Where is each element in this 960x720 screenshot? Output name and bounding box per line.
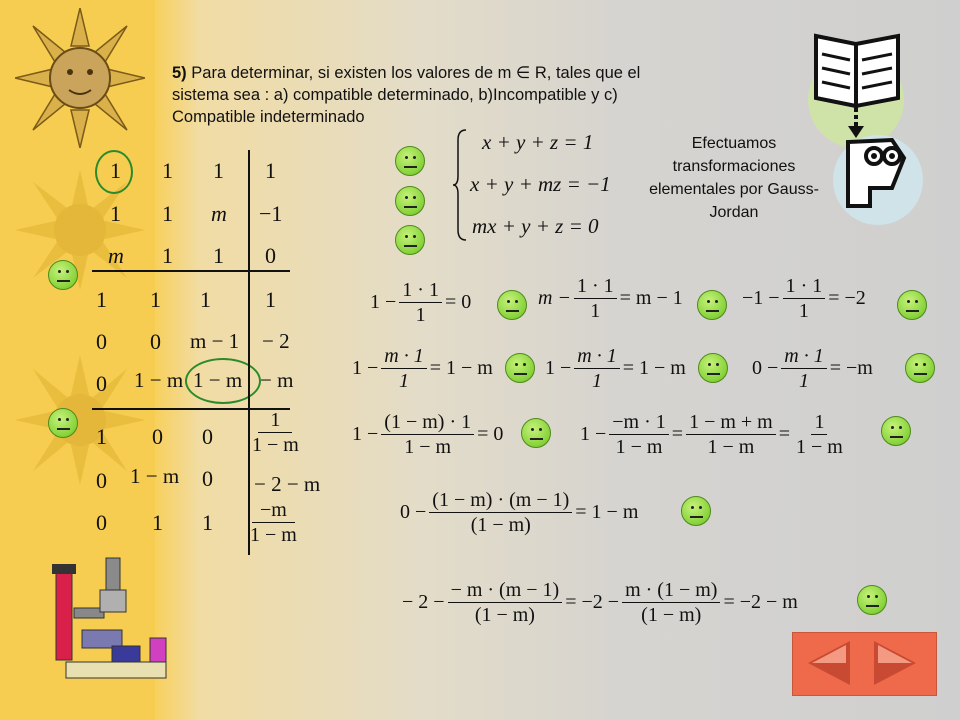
calc-num: 1 · 1 [399,278,442,303]
matrix1-cell: −1 [259,201,283,226]
calc-r2c2 [545,344,686,393]
calc-den: (1 − m) [641,604,702,626]
calc-term: 0 − [400,501,427,523]
matrix1-cell: m [211,201,227,226]
problem-line-1: Para determinar, si existen los valores de m ∈ R, tales que el [191,64,641,82]
calc-den: 1 [415,304,426,326]
matrix3-cell: 0 [96,510,107,535]
calc-r4 [400,488,638,537]
calc-num: m · 1 [781,344,826,369]
calc-den: 1 − m [796,436,843,458]
calc-num: m · (1 − m) [622,578,720,603]
matrix-separator [92,270,290,272]
calc-term: 0 − [752,357,779,379]
calc-num: 1 · 1 [574,274,617,299]
calc-term: −1 − [742,287,780,309]
calc-term: 1 − [352,357,379,379]
smiley-face-icon [881,416,911,446]
calc-term: 1 − [580,423,607,445]
calc-num: 1 − m + m [686,410,776,435]
smiley-face-icon [697,290,727,320]
smiley-face-icon [395,186,425,216]
calc-term: 1 − [545,357,572,379]
calc-term: 1 − [352,423,379,445]
calc-num: − m · (m − 1) [448,578,563,603]
calc-num: −m · 1 [609,410,669,435]
calc-den: (1 − m) [474,604,535,626]
calc-result: = 0 [444,291,472,313]
calc-r1c2 [538,274,683,323]
matrix1-cell: m [108,243,124,268]
pivot-circle [185,358,261,404]
matrix3-fraction [250,498,297,547]
matrix1-cell: 1 [213,243,224,268]
matrix2-cell: − 2 [262,329,290,353]
matrix3-fraction-num: −m [252,498,295,523]
smiley-face-icon [48,260,78,290]
matrix3-cell: 0 [96,468,107,493]
problem-number: 5) [172,64,187,82]
matrix1-cell: 1 [162,201,173,226]
matrix2-cell: 1 [96,287,107,312]
system-eq-3: mx + y + z = 0 [472,214,599,238]
system-brace [452,128,468,242]
calc-num: (1 − m) · (m − 1) [429,488,572,513]
smiley-face-icon [905,353,935,383]
calc-result: = 1 − m [622,357,686,379]
robot-arm-icon [52,550,177,690]
matrix3-fraction [252,408,299,457]
problem-statement [172,62,812,128]
matrix1-cell: 0 [265,243,276,268]
smiley-face-icon [897,290,927,320]
matrix1-cell: 1 [162,158,173,183]
system-eq-2: x + y + mz = −1 [470,172,611,196]
calc-r5 [402,578,798,627]
calc-term: 1 − [370,291,397,313]
matrix3-fraction-den: 1 − m [252,434,299,456]
matrix1-cell: 1 [213,158,224,183]
calc-den: 1 [799,370,809,392]
matrix3-cell: 1 − m [130,464,180,488]
matrix3-cell: 1 [96,424,107,449]
calc-result: = [671,423,684,445]
matrix2-cell: m − 1 [190,329,240,353]
calc-result: = −2 [828,287,866,309]
smiley-face-icon [505,353,535,383]
calc-result: = [778,423,791,445]
calc-result: = −m [829,357,873,379]
augmented-bar [248,150,250,555]
calc-den: 1 [798,300,809,322]
calc-r2c3 [752,344,873,393]
matrix1-cell: 1 [162,243,173,268]
matrix3-cell: 0 [152,424,163,449]
smiley-face-icon [521,418,551,448]
calc-den: 1 [399,370,409,392]
matrix2-cell: 1 [200,287,211,312]
calc-term: m − [538,287,571,309]
smiley-face-icon [395,225,425,255]
matrix2-cell: 0 [150,329,161,354]
calc-result: = −2 − m [723,591,798,613]
calc-r1c1 [370,278,471,327]
calc-result: = 1 − m [575,501,639,523]
smiley-face-icon [857,585,887,615]
calc-num: (1 − m) · 1 [381,410,474,435]
matrix1-cell: 1 [110,201,121,226]
system-eq-1: x + y + z = 1 [482,130,594,154]
calc-term: − 2 − [402,591,445,613]
calc-den: (1 − m) [470,514,531,536]
back-arrow-icon[interactable] [802,637,856,689]
matrix2-cell: 1 [150,287,161,312]
problem-line-2: sistema sea : a) compatible determinado, b)Incompatible y c) [172,86,618,104]
matrix2-cell: 1 − m [193,368,243,392]
calc-num: m · 1 [574,344,619,369]
calc-den: 1 − m [615,436,663,458]
calc-result: = m − 1 [619,287,683,309]
matrix3-cell: 1 [152,510,163,535]
smiley-face-icon [698,353,728,383]
calc-result: = −2 − [565,591,620,613]
smiley-face-icon [48,408,78,438]
calc-num: 1 · 1 [783,274,826,299]
smiley-face-icon [395,146,425,176]
calc-result: = 1 − m [429,357,493,379]
gauss-jordan-note: Efectuamos transformaciones elementales por Gauss-Jordan [649,135,819,221]
calc-r1c3 [742,274,866,323]
matrix2-cell: 1 [265,287,276,312]
matrix3-cell: 1 [202,510,213,535]
calc-num: m · 1 [381,344,426,369]
calc-r2c1 [352,344,493,393]
matrix2-cell: 1 − m [134,368,184,392]
matrix3-cell: 0 [202,466,213,491]
smiley-face-icon [681,496,711,526]
problem-line-3: Compatible indeterminado [172,108,365,126]
pivot-circle [95,150,133,194]
matrix1-cell: 1 [110,158,121,183]
calc-den: 1 [590,300,601,322]
matrix3-fraction-den: 1 − m [250,524,297,546]
calc-num: 1 [811,410,827,435]
calc-result: = 0 [477,423,504,445]
calc-den: 1 − m [404,436,452,458]
matrix1-cell: 1 [265,158,276,183]
matrix2-cell: 0 [96,371,107,396]
matrix3-cell: − 2 − m [254,472,321,496]
matrix3-cell: 0 [202,424,213,449]
forward-arrow-icon[interactable] [868,637,922,689]
smiley-face-icon [497,290,527,320]
calc-r3c2 [580,410,849,459]
matrix2-cell: 0 [96,329,107,354]
sun-icon [15,355,145,485]
matrix2-cell: − m [260,368,294,392]
sun-icon [15,8,145,148]
calc-r3c1 [352,410,503,459]
matrix3-fraction-num: 1 [258,408,292,433]
calc-den: 1 [592,370,602,392]
calc-den: 1 − m [707,436,755,458]
